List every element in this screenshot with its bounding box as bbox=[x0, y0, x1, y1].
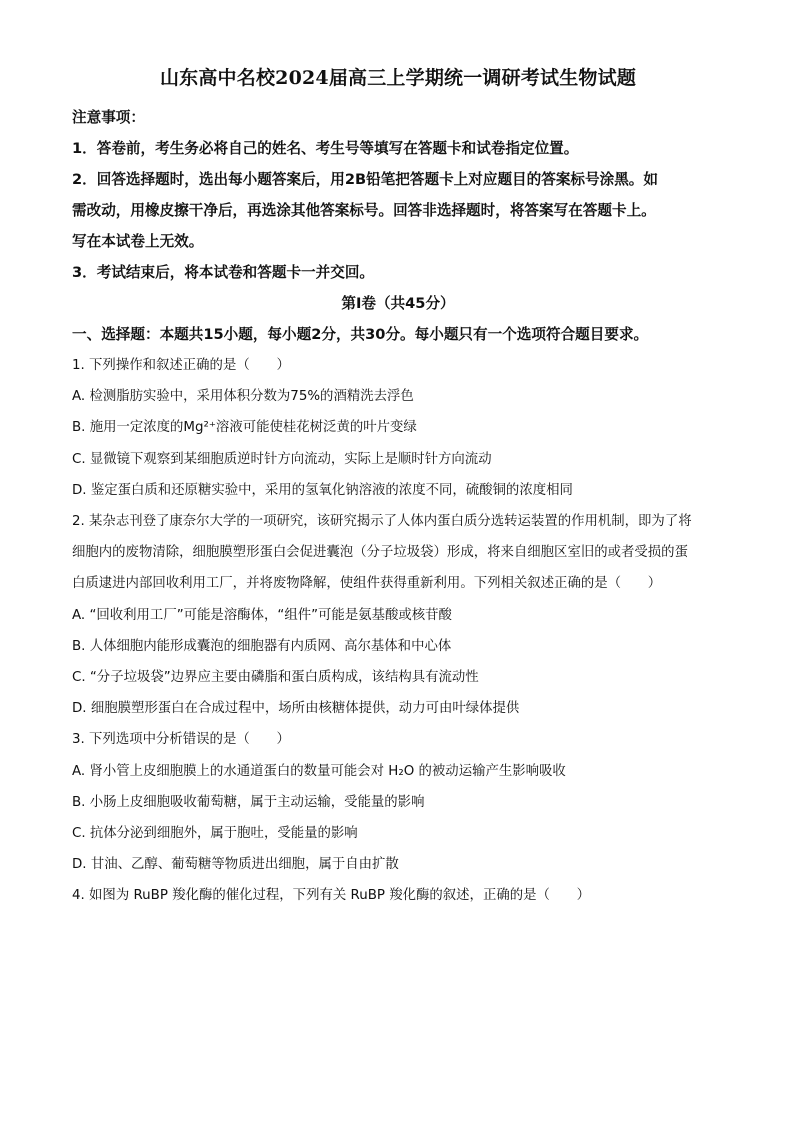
question-stem-line-1: 2. 某杂志刊登了康奈尔大学的一项研究，该研究揭示了人体内蛋白质分选转运装置的作用机制，即为了将 bbox=[72, 514, 692, 530]
question-stem: 3. 下列选项中分析错误的是（ ） bbox=[72, 732, 290, 748]
notice-item-2-cont: 需改动，用橡皮擦干净后，再选涂其他答案标号。回答非选择题时，将答案写在答题卡上。 bbox=[72, 202, 656, 219]
question-stem-line-2: 细胞内的废物清除，细胞膜塑形蛋白会促进囊泡（分子垃圾袋）形成，将来自细胞区室旧的或者受损的蛋 bbox=[72, 545, 688, 561]
option-b: B. 施用一定浓度的Mg²⁺溶液可能使桂花树泛黄的叶片变绿 bbox=[72, 420, 417, 436]
question-3 bbox=[72, 724, 724, 880]
option-a: A. 检测脂肪实验中，采用体积分数为75%的酒精洗去浮色 bbox=[72, 389, 414, 405]
notice-item-2-end: 写在本试卷上无效。 bbox=[72, 233, 204, 250]
option-d: D. 甘油、乙醇、葡萄糖等物质进出细胞，属于自由扩散 bbox=[72, 857, 399, 873]
exam-page bbox=[72, 62, 724, 912]
option-a: A. 肾小管上皮细胞膜上的水通道蛋白的数量可能会对 H₂O 的被动运输产生影响吸收 bbox=[72, 763, 566, 779]
question-2 bbox=[72, 506, 724, 724]
section-title: 一、选择题：本题共15小题，每小题2分，共30分。每小题只有一个选项符合题目要求。 bbox=[72, 326, 649, 343]
notice-item-1: 1．答卷前，考生务必将自己的姓名、考生号等填写在答题卡和试卷指定位置。 bbox=[72, 140, 579, 157]
notice-item-2: 2．回答选择题时，选出每小题答案后，用2B铅笔把答题卡上对应题目的答案标号涂黑。如 bbox=[72, 171, 658, 188]
option-d: D. 细胞膜塑形蛋白在合成过程中，场所由核糖体提供，动力可由叶绿体提供 bbox=[72, 701, 520, 717]
option-c: C. 显微镜下观察到某细胞质逆时针方向流动，实际上是顺时针方向流动 bbox=[72, 451, 492, 467]
option-c: C. 抗体分泌到细胞外，属于胞吐，受能量的影响 bbox=[72, 826, 358, 842]
question-4 bbox=[72, 880, 724, 911]
notice-heading: 注意事项： bbox=[72, 109, 145, 126]
option-c: C. “分子垃圾袋”边界应主要由磷脂和蛋白质构成，该结构具有流动性 bbox=[72, 670, 479, 686]
part-title: 第Ⅰ卷（共45分） bbox=[341, 295, 455, 312]
question-1 bbox=[72, 350, 724, 506]
option-d: D. 鉴定蛋白质和还原糖实验中，采用的氢氧化钠溶液的浓度不同，硫酸铜的浓度相同 bbox=[72, 482, 573, 498]
question-stem: 1. 下列操作和叙述正确的是（ ） bbox=[72, 358, 290, 373]
notice-item-3: 3．考试结束后，将本试卷和答题卡一并交回。 bbox=[72, 264, 375, 281]
question-stem-line-3: 白质逮进内部回收利用工厂，并将废物降解，使组件获得重新利用。下列相关叙述正确的是（ ） bbox=[72, 576, 662, 592]
option-b: B. 人体细胞内能形成囊泡的细胞器有内质网、高尔基体和中心体 bbox=[72, 638, 452, 654]
exam-title: 山东高中名校2024届高三上学期统一调研考试生物试题 bbox=[159, 67, 637, 89]
question-stem: 4. 如图为 RuBP 羧化酶的催化过程，下列有关 RuBP 羧化酶的叙述，正确的是（ ） bbox=[72, 888, 591, 904]
option-a: A. “回收利用工厂”可能是溶酶体，“组件”可能是氨基酸或核苷酸 bbox=[72, 607, 452, 623]
option-b: B. 小肠上皮细胞吸收葡萄糖，属于主动运输，受能量的影响 bbox=[72, 794, 425, 810]
